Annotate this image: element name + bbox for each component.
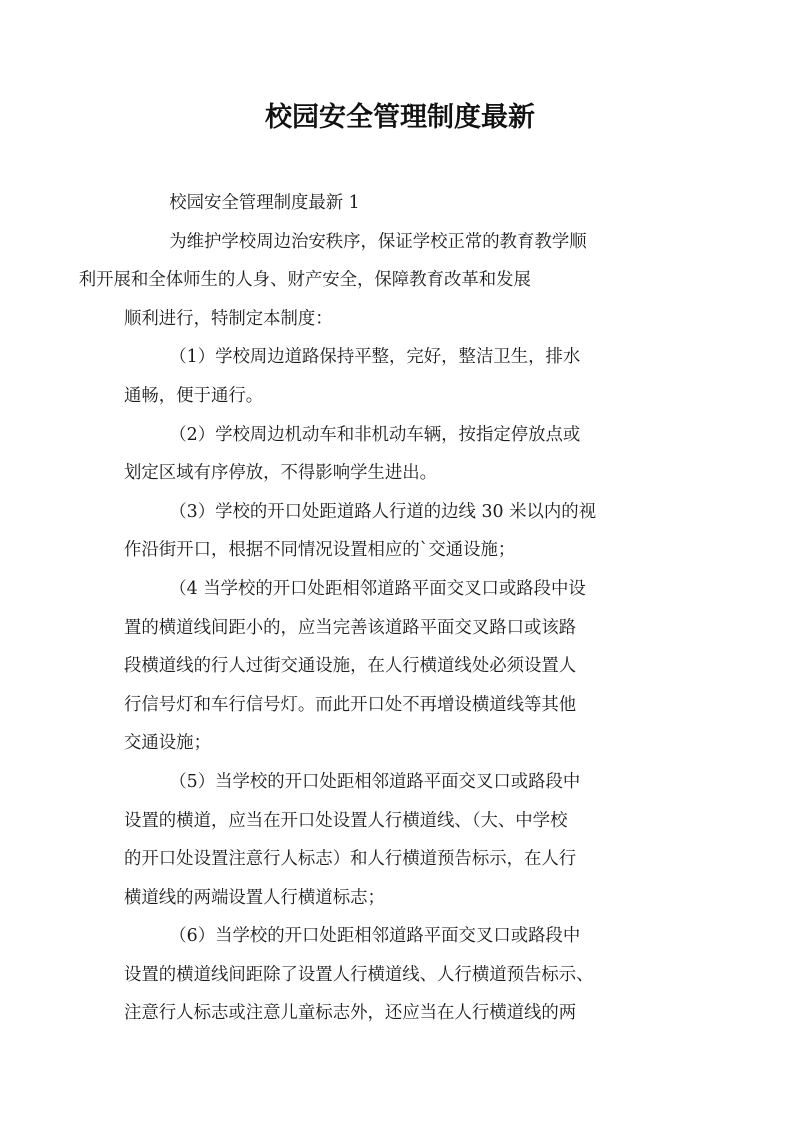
paragraph-line: 设置的横道，应当在开口处设置人行横道线、（大、中学校 [124,810,568,831]
paragraph-line: （6）当学校的开口处距相邻道路平面交叉口或路段中 [169,926,581,947]
document-body [78,184,680,1033]
document-title: 校园安全管理制度最新 [265,102,535,133]
paragraph-line: 作沿街开口，根据不同情况设置相应的`交通设施； [124,540,516,561]
paragraph-line: 的开口处设置注意行人标志）和人行横道预告标示，在人行 [124,849,577,870]
item-5-paragraph [124,763,680,917]
paragraph-line: 交通设施； [124,733,211,754]
paragraph-line: 注意行人标志或注意儿童标志外，还应当在人行横道线的两 [124,1003,577,1024]
paragraph-line: 顺利进行，特制定本制度： [124,308,333,329]
paragraph-line: 行信号灯和车行信号灯。而此开口处不再增设横道线等其他 [124,694,577,715]
paragraph-line: 设置的横道线间距除了设置人行横道线、人行横道预告标示、 [124,964,594,985]
paragraph-line: 为维护学校周边治安秩序，保证学校正常的教育教学顺 [169,231,587,252]
paragraph-line: 利开展和全体师生的人身、财产安全，保障教育改革和发展 [78,270,531,291]
item-2-paragraph [124,416,680,493]
section-heading [124,184,680,223]
paragraph-line: （2）学校周边机动车和非机动车辆，按指定停放点或 [169,424,581,445]
item-4-paragraph [124,570,680,763]
paragraph-line: 划定区域有序停放，不得影响学生进出。 [124,463,438,484]
item-1-paragraph [124,338,680,415]
paragraph-line: （5）当学校的开口处距相邻道路平面交叉口或路段中 [169,771,581,792]
paragraph-line: 通畅，便于通行。 [124,385,264,406]
paragraph-line: 横道线的两端设置人行横道标志； [124,887,385,908]
paragraph-line: 置的横道线间距小的，应当完善该道路平面交叉路口或该路 [124,617,577,638]
item-6-paragraph [124,917,680,1033]
paragraph-line: （4 当学校的开口处距相邻道路平面交叉口或路段中设 [169,578,586,599]
intro-paragraph [78,223,680,339]
item-3-paragraph [124,493,680,570]
paragraph-line: 段横道线的行人过街交通设施，在人行横道线处必须设置人 [124,656,577,677]
section-heading-text: 校园安全管理制度最新 1 [169,193,360,213]
paragraph-line: （3）学校的开口处距道路人行道的边线 30 米以内的视 [169,501,597,522]
paragraph-line: （1）学校周边道路保持平整，完好，整洁卫生，排水 [169,347,581,368]
